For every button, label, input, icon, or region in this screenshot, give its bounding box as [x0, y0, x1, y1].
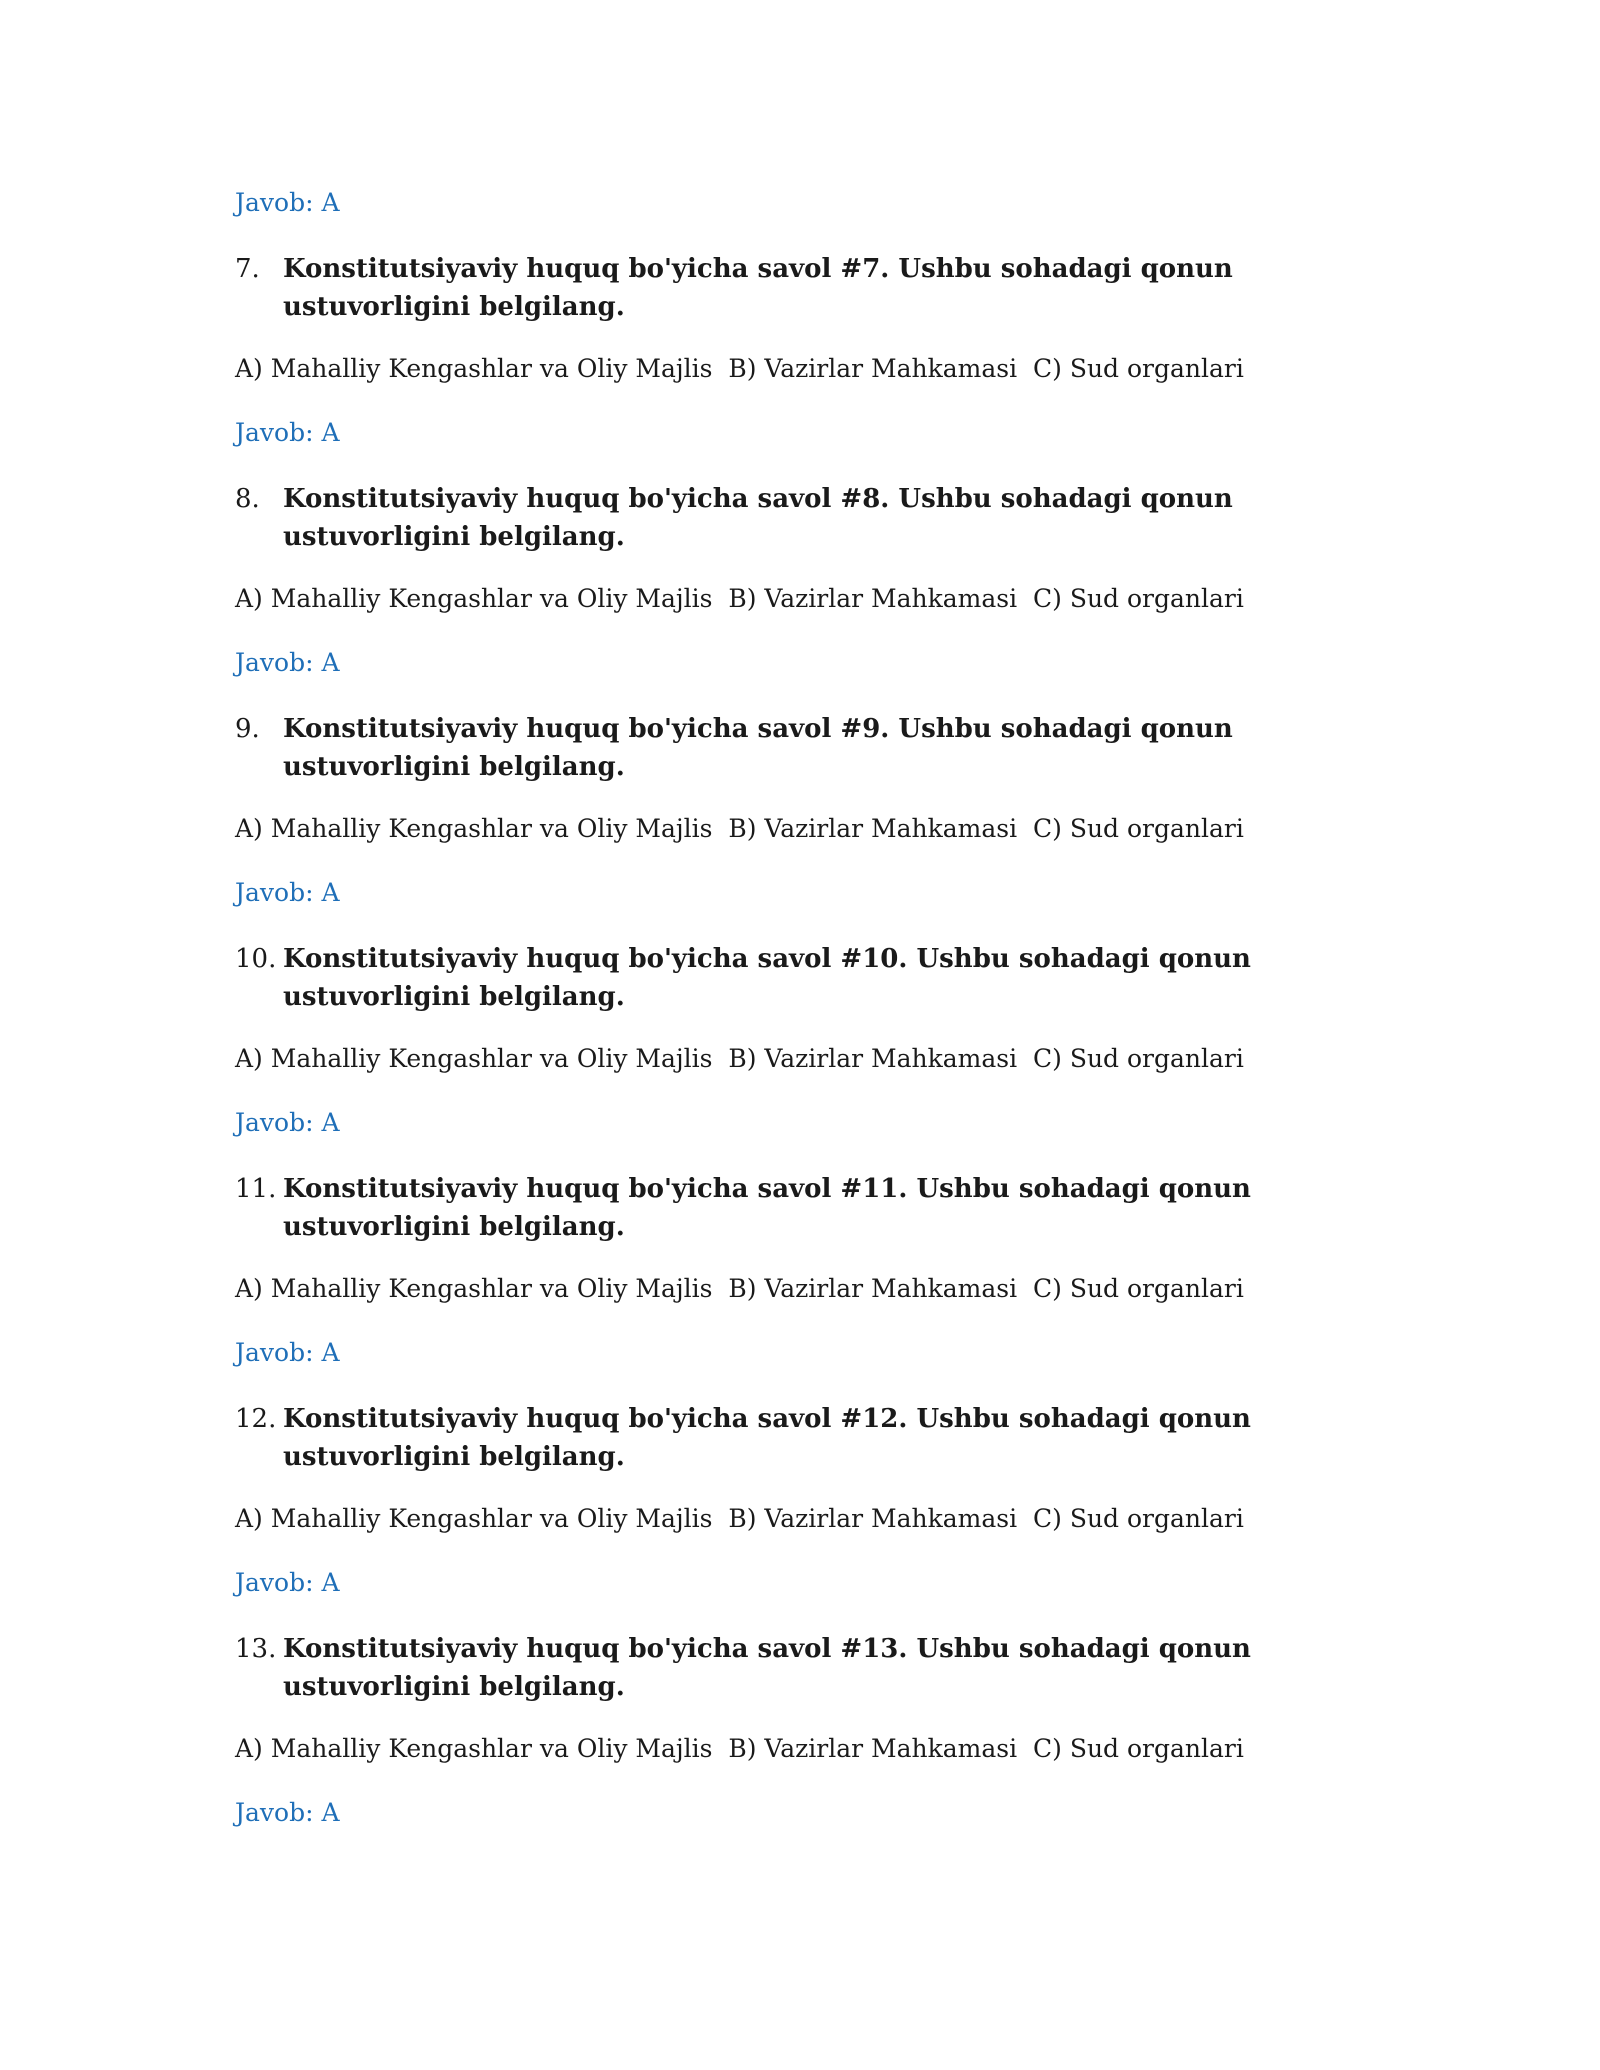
question-item	[235, 1400, 1365, 1476]
question-block-10	[235, 940, 1365, 1140]
question-block-12	[235, 1400, 1365, 1600]
answer-line: Javob: A	[235, 1108, 340, 1137]
question-number: 7.	[235, 254, 260, 284]
question-text: Konstitutsiyaviy huquq bo'yicha savol #13. Ushbu sohadagi qonun ustuvorligini belgilang.	[283, 1634, 1251, 1702]
question-block-9	[235, 710, 1365, 910]
question-item	[235, 710, 1365, 786]
question-block-8	[235, 480, 1365, 680]
question-item	[235, 1170, 1365, 1246]
question-text: Konstitutsiyaviy huquq bo'yicha savol #8. Ushbu sohadagi qonun ustuvorligini belgilang.	[283, 484, 1233, 552]
answer-line: Javob: A	[235, 418, 340, 447]
answer-options: A) Mahalliy Kengashlar va Oliy Majlis B) Vazirlar Mahkamasi C) Sud organlari	[235, 814, 1244, 843]
answer-options: A) Mahalliy Kengashlar va Oliy Majlis B) Vazirlar Mahkamasi C) Sud organlari	[235, 1044, 1244, 1073]
question-item	[235, 250, 1365, 326]
question-number: 8.	[235, 484, 260, 514]
question-text: Konstitutsiyaviy huquq bo'yicha savol #7. Ushbu sohadagi qonun ustuvorligini belgilang.	[283, 254, 1233, 322]
question-number: 9.	[235, 714, 260, 744]
question-text: Konstitutsiyaviy huquq bo'yicha savol #12. Ushbu sohadagi qonun ustuvorligini belgilang.	[283, 1404, 1251, 1472]
question-item	[235, 940, 1365, 1016]
answer-options: A) Mahalliy Kengashlar va Oliy Majlis B) Vazirlar Mahkamasi C) Sud organlari	[235, 1734, 1244, 1763]
answer-line: Javob: A	[235, 648, 340, 677]
answer-line: Javob: A	[235, 1798, 340, 1827]
question-text: Konstitutsiyaviy huquq bo'yicha savol #9. Ushbu sohadagi qonun ustuvorligini belgilang.	[283, 714, 1233, 782]
answer-options: A) Mahalliy Kengashlar va Oliy Majlis B) Vazirlar Mahkamasi C) Sud organlari	[235, 354, 1244, 383]
question-item	[235, 1630, 1365, 1706]
question-block-13	[235, 1630, 1365, 1830]
answer-options: A) Mahalliy Kengashlar va Oliy Majlis B) Vazirlar Mahkamasi C) Sud organlari	[235, 1504, 1244, 1533]
answer-line: Javob: A	[235, 1338, 340, 1367]
question-number: 10.	[235, 944, 277, 974]
answer-line: Javob: A	[235, 188, 340, 217]
question-text: Konstitutsiyaviy huquq bo'yicha savol #11. Ushbu sohadagi qonun ustuvorligini belgilang.	[283, 1174, 1251, 1242]
answer-options: A) Mahalliy Kengashlar va Oliy Majlis B) Vazirlar Mahkamasi C) Sud organlari	[235, 1274, 1244, 1303]
question-item	[235, 480, 1365, 556]
question-block-11	[235, 1170, 1365, 1370]
question-text: Konstitutsiyaviy huquq bo'yicha savol #10. Ushbu sohadagi qonun ustuvorligini belgilang.	[283, 944, 1251, 1012]
answer-line: Javob: A	[235, 878, 340, 907]
question-block-7	[235, 250, 1365, 450]
question-number: 11.	[235, 1174, 277, 1204]
question-number: 13.	[235, 1634, 277, 1664]
answer-line: Javob: A	[235, 1568, 340, 1597]
document-content	[235, 186, 1365, 1830]
answer-options: A) Mahalliy Kengashlar va Oliy Majlis B) Vazirlar Mahkamasi C) Sud organlari	[235, 584, 1244, 613]
question-number: 12.	[235, 1404, 277, 1434]
